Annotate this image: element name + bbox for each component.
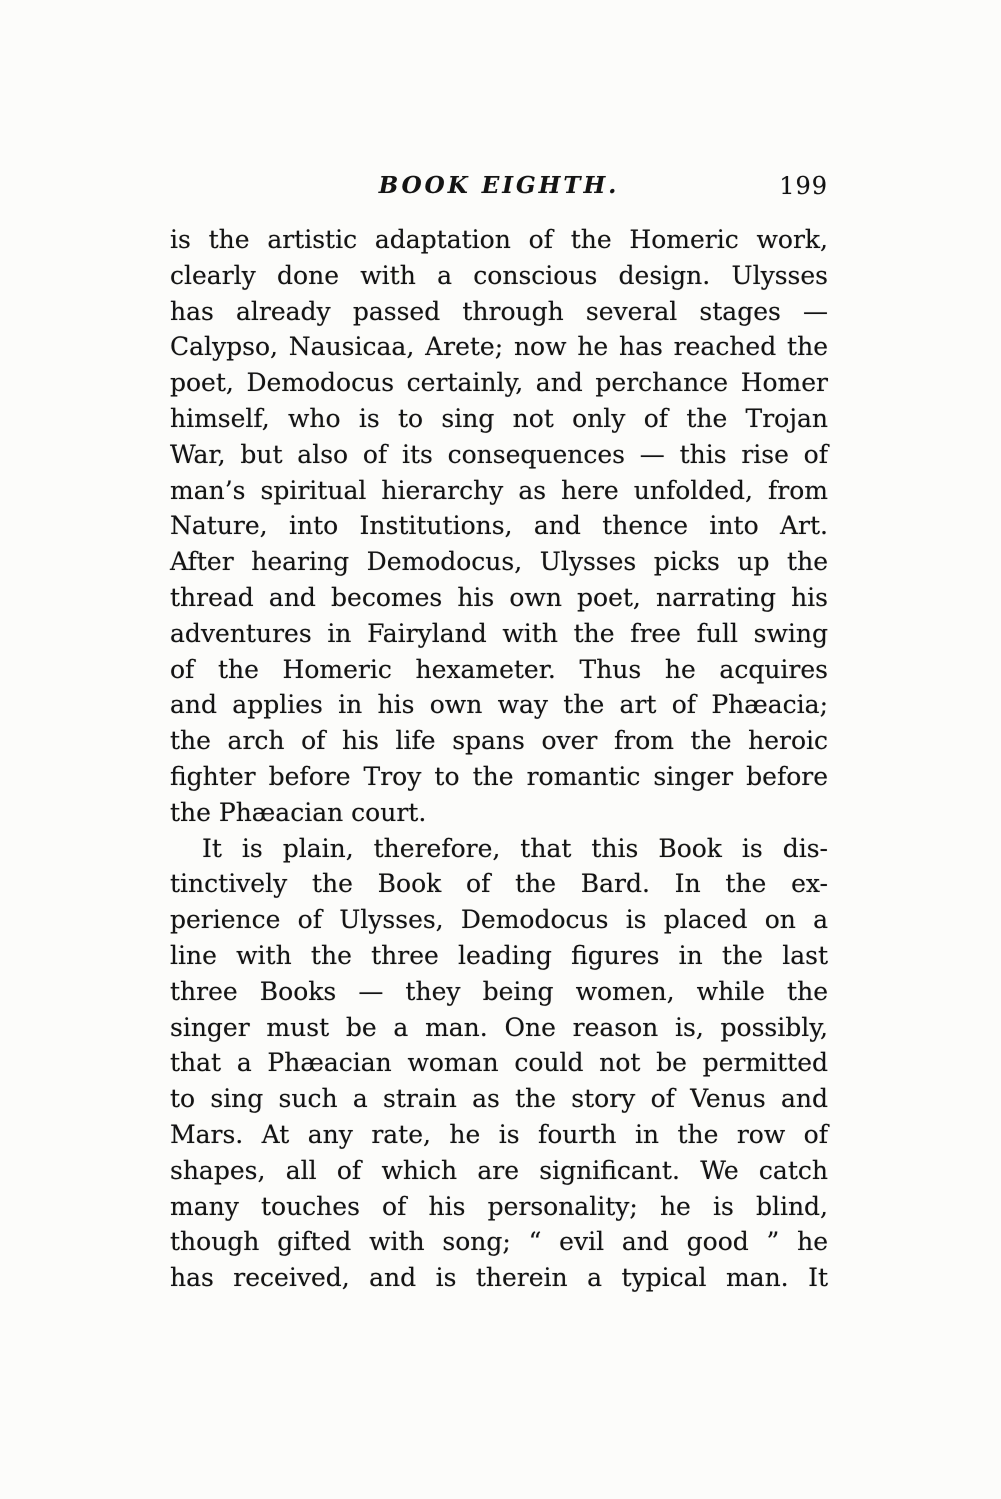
text-line: shapes, all of which are significant. We catch xyxy=(170,1155,828,1185)
text-line: After hearing Demodocus, Ulysses picks up the xyxy=(170,547,828,577)
page-body xyxy=(170,222,828,1296)
text-line: that a Phæacian woman could not be permitted xyxy=(170,1048,828,1078)
text-line: singer must be a man. One reason is, possibly, xyxy=(170,1012,828,1042)
text-line: is the artistic adaptation of the Homeric work, xyxy=(170,225,828,254)
page-header xyxy=(170,170,828,206)
text-line: the arch of his life spans over from the heroic xyxy=(170,726,828,756)
text-line: many touches of his personality; he is blind, xyxy=(170,1191,828,1221)
text-line: though gifted with song; “ evil and good ” he xyxy=(170,1227,828,1257)
text-line: It is plain, therefore, that this Book is dis- xyxy=(202,833,828,863)
text-line: Calypso, Nausicaa, Arete; now he has reached the xyxy=(170,332,828,362)
text-line: fighter before Troy to the romantic singer before xyxy=(170,761,828,791)
text-line: tinctively the Book of the Bard. In the ex- xyxy=(170,869,828,899)
text-line: perience of Ulysses, Demodocus is placed on a xyxy=(170,905,828,935)
text-line: adventures in Fairyland with the free full swing xyxy=(170,618,828,648)
text-line: thread and becomes his own poet, narrating his xyxy=(170,582,828,612)
text-line: three Books — they being women, while the xyxy=(170,976,828,1006)
text-line: Nature, into Institutions, and thence into Art. xyxy=(170,511,828,541)
text-line: War, but also of its consequences — this rise of xyxy=(170,439,828,469)
text-line: himself, who is to sing not only of the Trojan xyxy=(170,403,828,433)
text-line: Mars. At any rate, he is fourth in the row of xyxy=(170,1119,828,1149)
text-line: has received, and is therein a typical man. It xyxy=(170,1263,828,1293)
text-line: line with the three leading figures in the last xyxy=(170,940,828,970)
running-title: BOOK EIGHTH. xyxy=(378,172,620,199)
page-number: 199 xyxy=(779,172,828,200)
text-line: to sing such a strain as the story of Venus and xyxy=(170,1084,828,1114)
text-line: of the Homeric hexameter. Thus he acquires xyxy=(170,654,828,684)
text-line: clearly done with a conscious design. Ulysses xyxy=(170,260,828,290)
text-line: and applies in his own way the art of Phæacia; xyxy=(170,690,828,720)
text-line: has already passed through several stages — xyxy=(170,296,828,326)
text-line: the Phæacian court. xyxy=(170,797,427,827)
text-line: poet, Demodocus certainly, and perchance Homer xyxy=(170,368,828,398)
text-line: man’s spiritual hierarchy as here unfolded, from xyxy=(170,475,828,505)
